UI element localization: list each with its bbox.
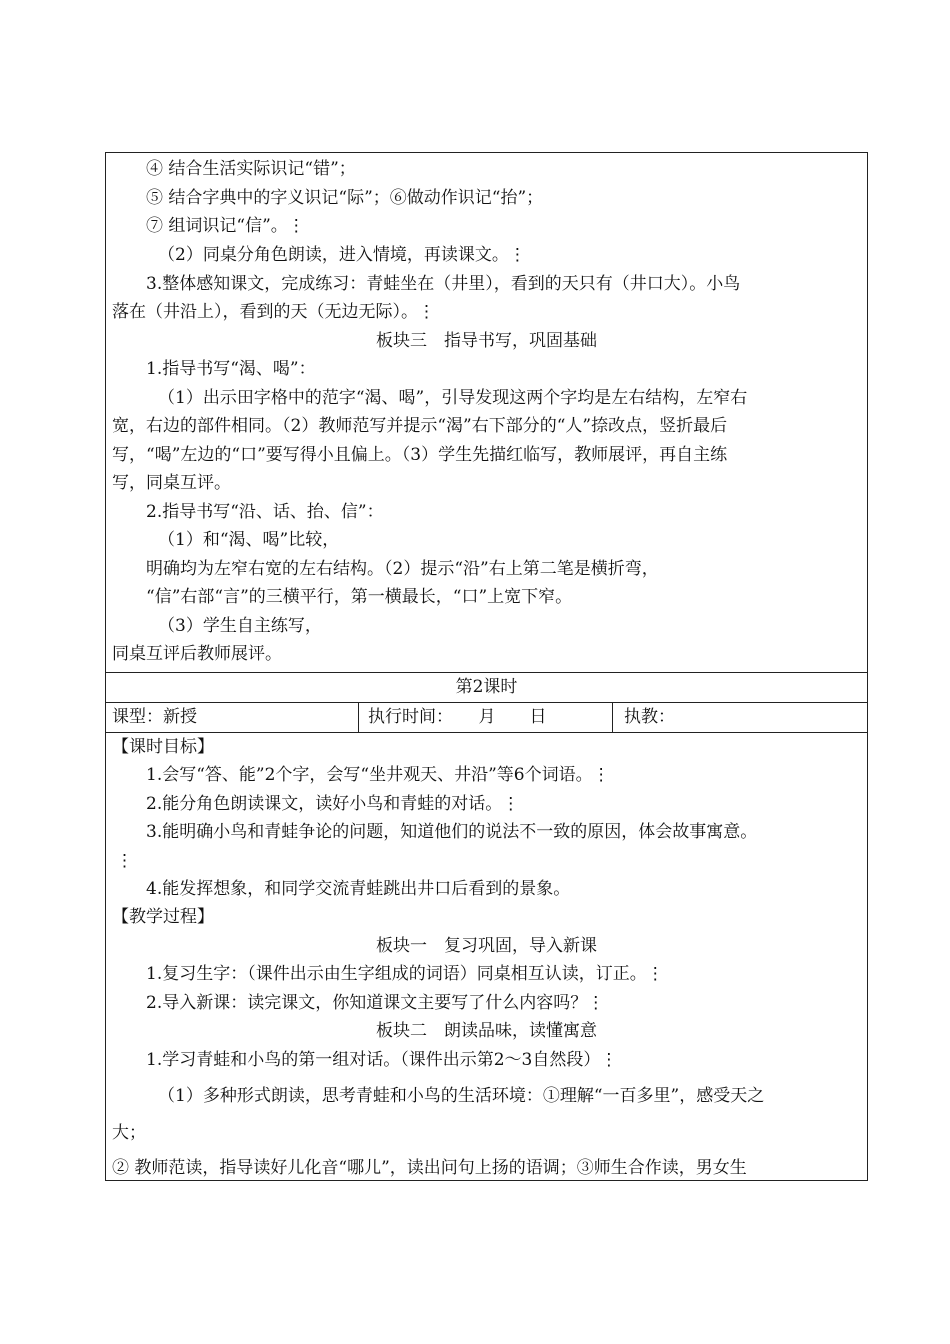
text-line: （1）和“渴、喝”比较，	[158, 530, 340, 550]
text-line: 3.能明确小鸟和青蛙争论的问题，知道他们的说法不一致的原因，体会故事寓意。	[146, 822, 758, 842]
text-line: 2.导入新课：读完课文，你知道课文主要写了什么内容吗？⋮	[146, 993, 605, 1013]
text-line: 大；	[112, 1123, 146, 1143]
text-line: （3）学生自主练写，	[158, 616, 322, 636]
section-label: 【教学过程】	[112, 907, 214, 927]
lesson-plan-table	[105, 152, 868, 1181]
text-line: ② 教师范读，指导读好儿化音“哪儿”，读出问句上扬的语调；③师生合作读，男女生	[112, 1158, 747, 1178]
text-line: ⋮	[116, 851, 133, 871]
text-line: 2.指导书写“沿、话、抬、信”：	[146, 502, 384, 522]
execution-time: 执行时间： 月 日	[368, 707, 547, 727]
text-line: （2）同桌分角色朗读，进入情境，再读课文。⋮	[158, 245, 526, 265]
column-divider	[612, 702, 613, 732]
text-line: ④ 结合生活实际识记“错”；	[146, 159, 356, 179]
section-label: 【课时目标】	[112, 737, 214, 757]
text-line: ⑤ 结合字典中的字义识记“际”；⑥做动作识记“抬”；	[146, 188, 544, 208]
text-line: 写，“喝”左边的“口”要写得小且偏上。（3）学生先描红临写，教师展评，再自主练	[112, 445, 728, 465]
text-line: 1.指导书写“渴、喝”：	[146, 359, 316, 379]
section-heading: 板块一 复习巩固，导入新课	[376, 936, 597, 956]
text-line: 4.能发挥想象，和同学交流青蛙跳出井口后看到的景象。	[146, 879, 571, 899]
text-line: （1）多种形式朗读，思考青蛙和小鸟的生活环境：①理解“一百多里”，感受天之	[158, 1086, 765, 1106]
text-line: 同桌互评后教师展评。	[112, 644, 282, 664]
section-heading: 板块二 朗读品味，读懂寓意	[376, 1021, 597, 1041]
text-line: 写，同桌互评。	[112, 473, 231, 493]
section-heading: 板块三 指导书写，巩固基础	[376, 331, 597, 351]
lesson-title: 第2课时	[455, 677, 518, 697]
text-line: 1.复习生字：（课件出示由生字组成的词语）同桌相互认读，订正。⋮	[146, 964, 664, 984]
text-line: ⑦ 组词识记“信”。⋮	[146, 216, 305, 236]
column-divider	[358, 702, 359, 732]
lesson-type: 课型：新授	[112, 707, 197, 727]
text-line: 1.会写“答、能”2个字，会写“坐井观天、井沿”等6个词语。⋮	[146, 765, 610, 785]
text-line: 3.整体感知课文，完成练习：青蛙坐在（井里），看到的天只有（井口大）。小鸟	[146, 274, 741, 294]
text-line: 1.学习青蛙和小鸟的第一组对话。（课件出示第2～3自然段）⋮	[146, 1050, 618, 1070]
text-line: （1）出示田字格中的范字“渴、喝”，引导发现这两个字均是左右结构，左窄右	[158, 388, 748, 408]
teacher: 执教：	[624, 707, 675, 727]
text-line: 2.能分角色朗读课文，读好小鸟和青蛙的对话。⋮	[146, 794, 520, 814]
text-line: 明确均为左窄右宽的左右结构。（2）提示“沿”右上第二笔是横折弯，	[146, 559, 659, 579]
text-line: 落在（井沿上），看到的天（无边无际）。⋮	[112, 302, 435, 322]
text-line: 宽，右边的部件相同。（2）教师范写并提示“渴”右下部分的“人”捺改点，竖折最后	[112, 416, 728, 436]
text-line: “信”右部“言”的三横平行，第一横最长，“口”上宽下窄。	[146, 587, 573, 607]
